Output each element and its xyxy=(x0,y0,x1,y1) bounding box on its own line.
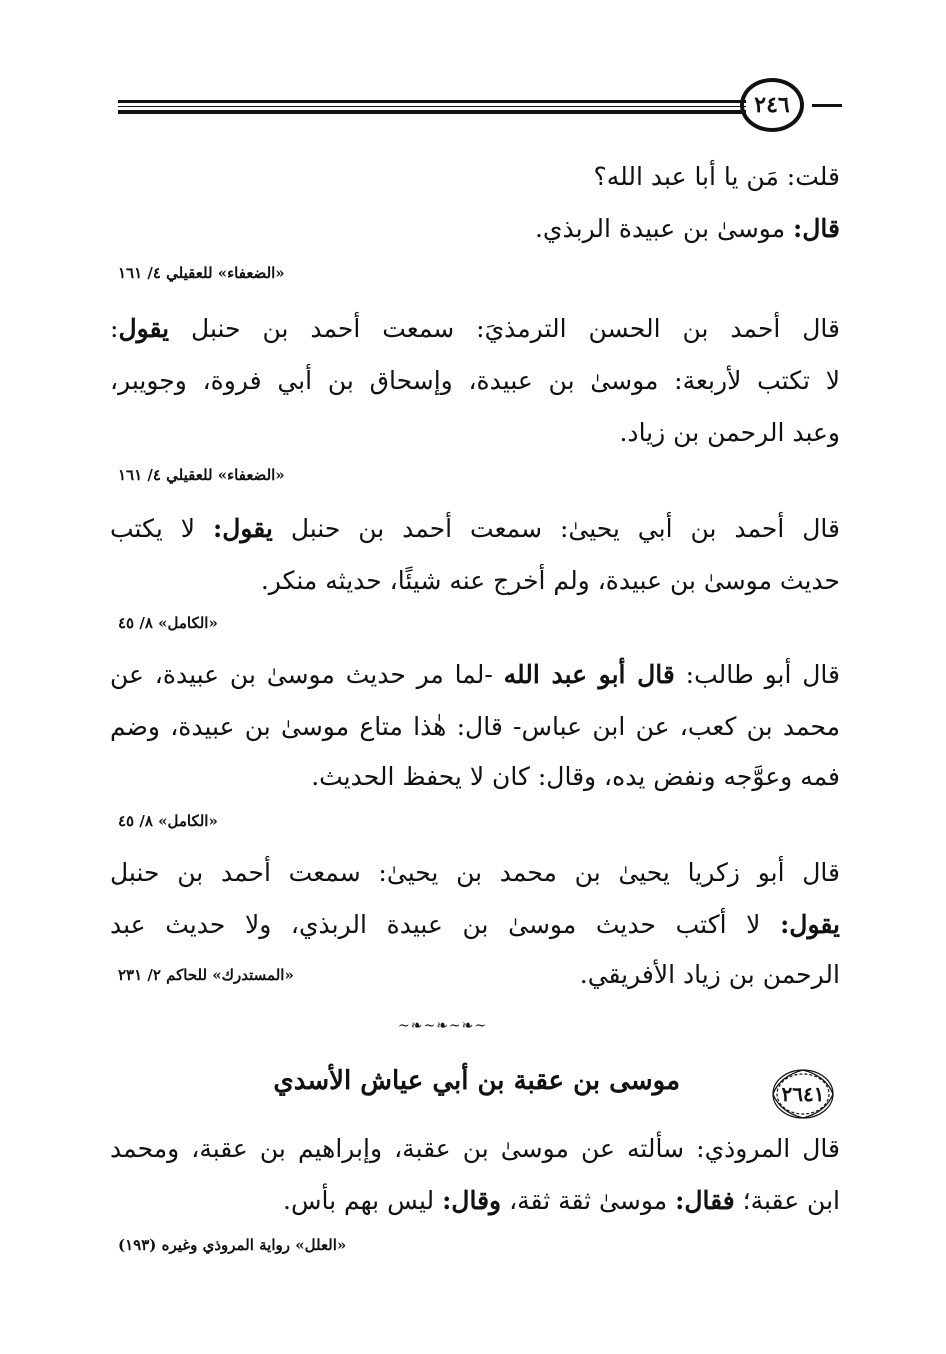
bold-text: يقول: xyxy=(780,910,840,939)
text-line xyxy=(110,514,840,544)
text-line: الرحمن بن زياد الأفريقي. xyxy=(579,960,840,989)
header-rule-right xyxy=(812,104,842,107)
text-line: فمه وعوَّجه ونفض يده، وقال: كان لا يحفظ الحديث. xyxy=(311,762,840,791)
line-text: : xyxy=(110,314,119,343)
entry-number: ٢٦٤١ xyxy=(781,1082,825,1106)
bold-text: وقال: xyxy=(442,1186,502,1215)
header-rule-thick xyxy=(118,110,746,114)
source-citation: «المستدرك» للحاكم ٢/ ٢٣١ xyxy=(118,966,294,984)
line-text: ابن عقبة؛ xyxy=(734,1186,840,1215)
header-rule xyxy=(118,100,746,103)
text-line: قال أبو زكريا يحيىٰ بن محمد بن يحيىٰ: سمعت أحمد بن حنبل xyxy=(110,858,840,887)
bold-text: قال أبو عبد الله xyxy=(503,660,675,689)
line-text: -لما مر حديث موسىٰ بن عبيدة، عن xyxy=(110,660,504,689)
bold-text: يقول: xyxy=(212,514,273,543)
page-number: ٢٤٦ xyxy=(740,78,804,132)
text-line: قلت: مَن يا أبا عبد الله؟ xyxy=(593,162,840,191)
text-line: قال المروذي: سألته عن موسىٰ بن عقبة، وإبراهيم بن عقبة، ومحمد xyxy=(110,1134,840,1163)
line-text: قال أبو طالب: xyxy=(674,660,840,689)
entry-number-badge xyxy=(770,1066,836,1122)
source-citation: «العلل» رواية المروذي وغيره (١٩٣) xyxy=(118,1236,347,1254)
text-line: وعبد الرحمن بن زياد. xyxy=(619,418,840,447)
source-citation: «الضعفاء» للعقيلي ٤/ ١٦١ xyxy=(118,264,285,282)
text-line xyxy=(535,214,840,244)
text-line: محمد بن كعب، عن ابن عباس- قال: هٰذا متاع موسىٰ بن عبيدة، وضم xyxy=(110,712,840,741)
ornament-divider: ~❧~❧~❧~ xyxy=(398,1018,488,1034)
entry-title: موسى بن عقبة بن أبي عياش الأسدي xyxy=(273,1066,680,1096)
text-line: حديث موسىٰ بن عبيدة، ولم أخرج عنه شيئًا، حديثه منكر. xyxy=(260,566,840,595)
speaker-label: قال: xyxy=(793,214,840,243)
text-line xyxy=(283,1186,840,1216)
line-text: موسىٰ ثقة ثقة، xyxy=(501,1186,676,1215)
bold-text: فقال: xyxy=(675,1186,735,1215)
source-citation: «الكامل» ٨/ ٤٥ xyxy=(118,812,218,830)
text-line: لا تكتب لأربعة: موسىٰ بن عبيدة، وإسحاق بن أبي فروة، وجويبر، xyxy=(110,366,840,395)
source-citation: «الكامل» ٨/ ٤٥ xyxy=(118,614,218,632)
header-rule-thin xyxy=(118,106,746,107)
line-text: قال أحمد بن الحسن الترمذيَ: سمعت أحمد بن حنبل xyxy=(169,314,840,343)
line-text: موسىٰ بن عبيدة الربذي. xyxy=(534,214,794,243)
line-text: ليس بهم بأس. xyxy=(283,1186,443,1215)
text-line xyxy=(110,314,840,344)
text-line xyxy=(110,910,840,940)
bold-text: يقول xyxy=(118,314,170,343)
line-text: لا أكتب حديث موسىٰ بن عبيدة الربذي، ولا حديث عبد xyxy=(110,910,781,939)
source-citation: «الضعفاء» للعقيلي ٤/ ١٦١ xyxy=(118,466,285,484)
text-line xyxy=(110,660,840,690)
line-text: لا يكتب xyxy=(110,514,213,543)
line-text: قال أحمد بن أبي يحيىٰ: سمعت أحمد بن حنبل xyxy=(272,514,840,543)
